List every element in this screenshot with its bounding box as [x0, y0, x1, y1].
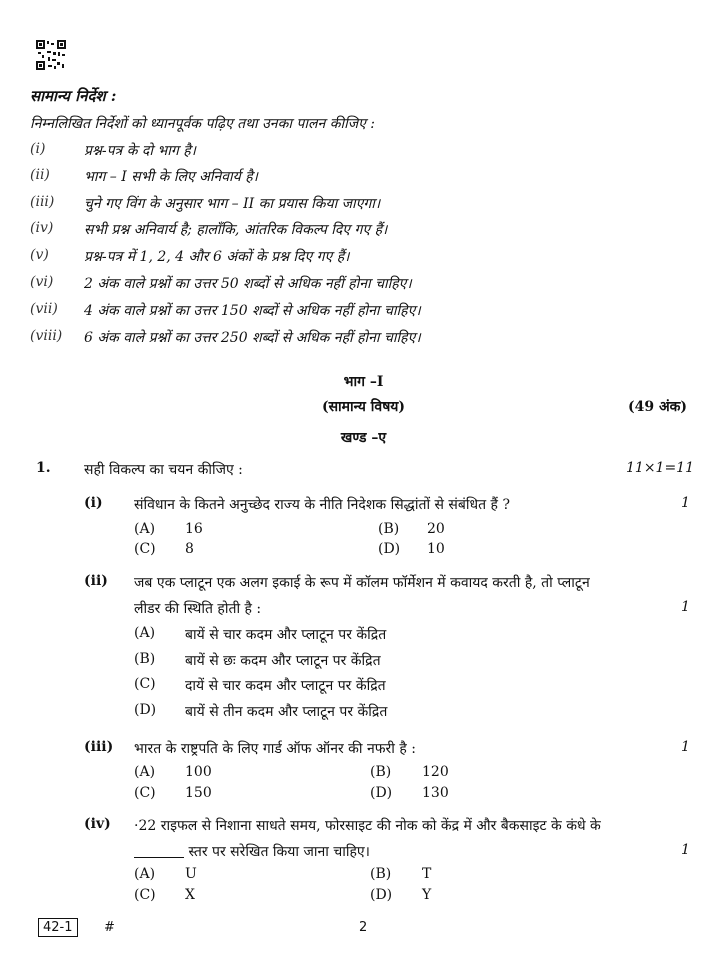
- subquestion-text-line2: लीडर की स्थिति होती है :: [134, 601, 262, 617]
- footer-hash: #: [104, 920, 115, 935]
- part-title: भाग –I: [343, 374, 384, 390]
- instruction-item: [30, 274, 720, 296]
- option-value: 8: [185, 541, 194, 557]
- instruction-text: प्रश्न-पत्र के दो भाग है।: [84, 143, 196, 159]
- option-label: (D): [370, 785, 393, 801]
- instruction-number: (viii): [30, 328, 63, 344]
- subquestion-text-line2-row: [134, 842, 370, 861]
- option-label: (C): [134, 676, 156, 692]
- option-label: (A): [134, 625, 156, 641]
- option-label: (D): [370, 887, 393, 903]
- option-label: (A): [134, 521, 156, 537]
- option-value: बायें से चार कदम और प्लाटून पर केंद्रित: [185, 627, 387, 643]
- instruction-item: [30, 194, 720, 216]
- option-label: (C): [134, 785, 156, 801]
- instruction-text: 2 अंक वाले प्रश्नों का उत्तर 50 शब्दों से अधिक नहीं होना चाहिए।: [84, 276, 412, 292]
- subquestion-text-line1: ·22 राइफल से निशाना साधते समय, फोरसाइट की नोक को केंद्र में और बैकसाइट के कंधे के: [134, 818, 601, 834]
- subquestion-text-line1: जब एक प्लाटून एक अलग इकाई के रूप में कॉलम फॉर्मेशन में कवायद करती है, तो प्लाटून: [134, 575, 590, 591]
- instruction-text: भाग – I सभी के लिए अनिवार्य है।: [84, 169, 258, 185]
- instruction-number: (vii): [30, 301, 58, 317]
- option-value: 150: [185, 785, 212, 801]
- subquestion-number: (i): [84, 495, 103, 511]
- option-value: U: [185, 866, 197, 882]
- instruction-text: 6 अंक वाले प्रश्नों का उत्तर 250 शब्दों से अधिक नहीं होना चाहिए।: [84, 330, 421, 346]
- option-value: 100: [185, 764, 212, 780]
- option-label: (D): [378, 541, 401, 557]
- option-value: 120: [422, 764, 449, 780]
- option-value: 10: [427, 541, 445, 557]
- subquestion-text-line2: स्तर पर सरेखित किया जाना चाहिए।: [188, 844, 370, 860]
- paper-code: 42-1: [38, 918, 78, 937]
- instruction-number: (iv): [30, 220, 54, 236]
- option-value: 130: [422, 785, 449, 801]
- instruction-number: (iii): [30, 194, 55, 210]
- option-label: (B): [370, 866, 392, 882]
- instruction-number: (i): [30, 141, 46, 157]
- subquestion-number: (ii): [84, 573, 108, 589]
- subquestion-number: (iii): [84, 739, 114, 755]
- subquestion-marks: 1: [681, 842, 690, 858]
- page-number: 2: [359, 920, 368, 935]
- general-instructions-intro: निम्नलिखित निर्देशों को ध्यानपूर्वक पढ़िए तथा उनका पालन कीजिए :: [30, 116, 375, 132]
- option-label: (B): [378, 521, 400, 537]
- instruction-item: [30, 328, 720, 350]
- instruction-text: सभी प्रश्न अनिवार्य है; हालाँकि, आंतरिक विकल्प दिए गए हैं।: [84, 222, 388, 238]
- option-value: बायें से तीन कदम और प्लाटून पर केंद्रित: [185, 704, 388, 720]
- instruction-item: [30, 220, 720, 242]
- subquestion-marks: 1: [681, 599, 690, 615]
- qr-code-icon: [36, 40, 66, 70]
- option-label: (B): [134, 651, 156, 667]
- instruction-number: (vi): [30, 274, 54, 290]
- subquestion-text: भारत के राष्ट्रपति के लिए गार्ड ऑफ ऑनर की नफरी है :: [134, 741, 416, 757]
- question-prompt: सही विकल्प का चयन कीजिए :: [84, 462, 243, 478]
- option-value: बायें से छः कदम और प्लाटून पर केंद्रित: [185, 653, 381, 669]
- question-marks: 11×1=11: [626, 460, 694, 476]
- option-value: दायें से चार कदम और प्लाटून पर केंद्रित: [185, 678, 386, 694]
- option-value: 16: [185, 521, 203, 537]
- subquestion-marks: 1: [681, 495, 690, 511]
- option-label: (C): [134, 887, 156, 903]
- part-marks: (49 अंक): [628, 399, 688, 415]
- instruction-item: [30, 167, 720, 189]
- instruction-number: (ii): [30, 167, 50, 183]
- option-label: (B): [370, 764, 392, 780]
- option-value: X: [185, 887, 195, 903]
- option-label: (C): [134, 541, 156, 557]
- instruction-item: [30, 247, 720, 269]
- subquestion-marks: 1: [681, 739, 690, 755]
- instruction-text: चुने गए विंग के अनुसार भाग – II का प्रयास किया जाएगा।: [84, 196, 381, 212]
- option-value: 20: [427, 521, 445, 537]
- subquestion-number: (iv): [84, 816, 111, 832]
- instruction-text: प्रश्न-पत्र में 1, 2, 4 और 6 अंकों के प्रश्न दिए गए हैं।: [84, 249, 350, 265]
- part-subtitle: (सामान्य विषय): [321, 399, 406, 415]
- subquestion-text: संविधान के कितने अनुच्छेद राज्य के नीति निदेशक सिद्धांतों से संबंधित हैं ?: [134, 497, 510, 513]
- option-value: T: [422, 866, 432, 882]
- option-label: (D): [134, 702, 157, 718]
- instruction-item: [30, 301, 720, 323]
- option-value: Y: [422, 887, 432, 903]
- instruction-item: [30, 141, 720, 163]
- option-label: (A): [134, 764, 156, 780]
- instruction-text: 4 अंक वाले प्रश्नों का उत्तर 150 शब्दों से अधिक नहीं होना चाहिए।: [84, 303, 421, 319]
- instruction-number: (v): [30, 247, 49, 263]
- section-title: खण्ड –ए: [340, 430, 387, 446]
- question-number: 1.: [36, 460, 51, 476]
- general-instructions-heading: सामान्य निर्देश :: [30, 87, 117, 105]
- fill-in-blank: [134, 857, 184, 858]
- option-label: (A): [134, 866, 156, 882]
